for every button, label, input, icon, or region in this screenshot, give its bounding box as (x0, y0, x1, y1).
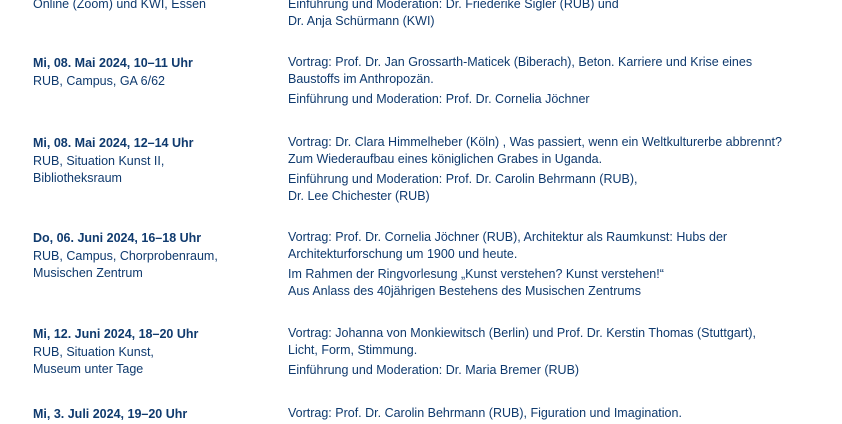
event-info (33, 325, 273, 378)
event-info (33, 134, 273, 187)
event-details (288, 54, 788, 108)
event-date: Mi, 08. Mai 2024, 10–11 Uhr (33, 56, 193, 70)
event-place: Online (Zoom) und KWI, Essen (33, 0, 206, 11)
event-moderation: Einführung und Moderation: Prof. Dr. Cornelia Jöchner (288, 92, 590, 106)
event-moderation: Einführung und Moderation: Dr. Friederike Sigler (RUB) und Dr. Anja Schürmann (KWI) (288, 0, 619, 28)
event-place: RUB, Campus, Chorprobenraum, Musischen Zentrum (33, 249, 218, 280)
event-details (288, 405, 788, 422)
event-place: RUB, Campus, GA 6/62 (33, 74, 166, 88)
event-info (33, 405, 273, 424)
event-info (33, 54, 273, 90)
event-talk: Vortrag: Johanna von Monkiewitsch (Berlin) und Prof. Dr. Kerstin Thomas (Stuttgart), Licht, Form, Stimmung. (288, 326, 757, 357)
event-date: Mi, 3. Juli 2024, 19–20 Uhr (33, 407, 188, 421)
event-info (33, 229, 273, 282)
event-details (288, 0, 788, 30)
event-talk: Vortrag: Prof. Dr. Carolin Behrmann (RUB), Figuration und Imagination. (288, 406, 682, 420)
event-talk: Vortrag: Prof. Dr. Cornelia Jöchner (RUB), Architektur als Raumkunst: Hubs der Architekturforschung um 1900 und heute. (288, 230, 728, 261)
event-moderation: Einführung und Moderation: Dr. Maria Bremer (RUB) (288, 363, 580, 377)
event-details (288, 325, 788, 379)
event-date: Do, 06. Juni 2024, 16–18 Uhr (33, 231, 202, 245)
event-info (33, 0, 273, 13)
event-details (288, 229, 788, 300)
event-date: Mi, 08. Mai 2024, 12–14 Uhr (33, 136, 194, 150)
event-talk: Vortrag: Dr. Clara Himmelheber (Köln) , Was passiert, wenn ein Weltkulturerbe abbrennt? Zum Wiederaufbau eines königlichen Grabes in Uganda. (288, 135, 782, 166)
event-moderation: Im Rahmen der Ringvorlesung „Kunst verstehen? Kunst verstehen!“ Aus Anlass des 40jährigen Bestehens des Musischen Zentrums (288, 267, 664, 298)
event-place: RUB, Situation Kunst, Museum unter Tage (33, 345, 154, 376)
event-place: RUB, Situation Kunst II, Bibliotheksraum (33, 154, 165, 185)
event-date: Mi, 12. Juni 2024, 18–20 Uhr (33, 327, 199, 341)
event-moderation: Einführung und Moderation: Prof. Dr. Carolin Behrmann (RUB), Dr. Lee Chichester (RUB) (288, 172, 638, 203)
event-details (288, 134, 788, 205)
event-talk: Vortrag: Prof. Dr. Jan Grossarth-Maticek (Biberach), Beton. Karriere und Krise eines Baustoffs im Anthropozän. (288, 55, 753, 86)
